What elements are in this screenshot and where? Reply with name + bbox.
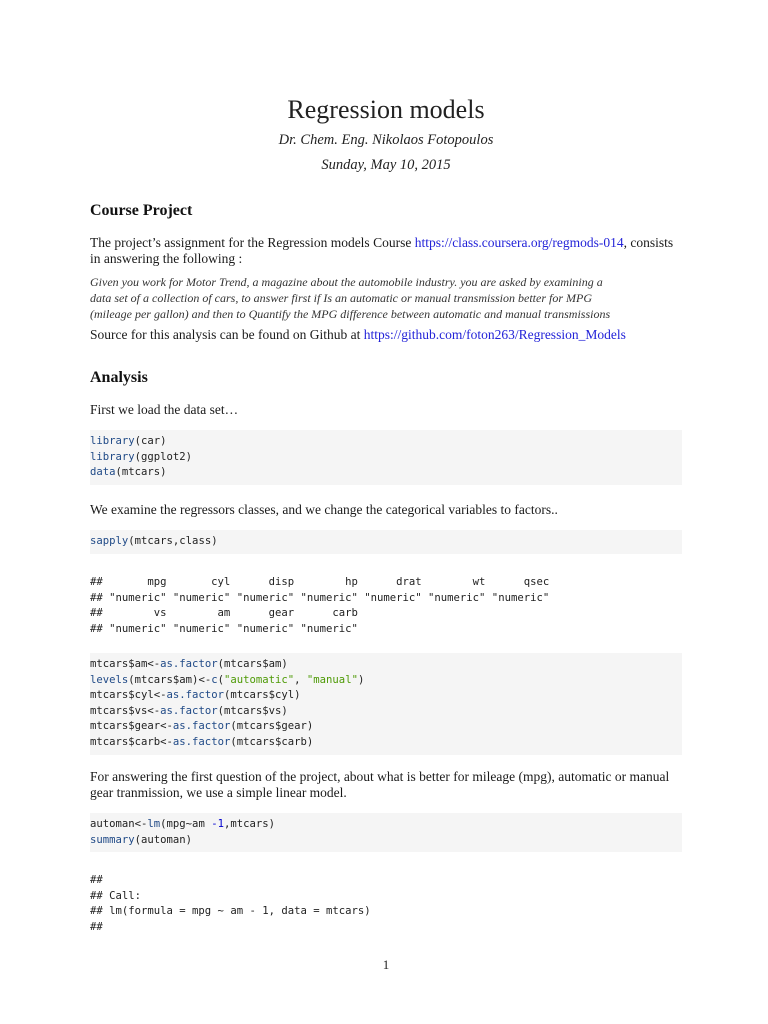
code-text: ) bbox=[357, 673, 365, 686]
examine-text: We examine the regressors classes, and we change the categorical variables to factors.. bbox=[90, 502, 558, 517]
output-line: ## bbox=[90, 874, 103, 886]
source-line bbox=[90, 327, 682, 343]
output-line: ## vs am gear carb bbox=[90, 607, 358, 620]
code-block-factors bbox=[90, 653, 682, 755]
code-text: (mpg~am bbox=[160, 818, 212, 830]
code-text: (mtcars$am)<- bbox=[128, 673, 212, 686]
intro-text-tail: , consists bbox=[623, 235, 674, 250]
code-text: mtcars$vs<- bbox=[90, 704, 161, 717]
load-data-text: First we load the data set… bbox=[90, 402, 239, 417]
answer-text bbox=[90, 769, 682, 801]
quote-line: (mileage per gallon) and then to Quantify the MPG difference between automatic and manual transmissions bbox=[90, 307, 611, 321]
code-text: ,mtcars) bbox=[223, 818, 275, 830]
code-line bbox=[90, 688, 682, 704]
code-text: mtcars$am<- bbox=[90, 658, 161, 670]
section-heading-course-project: Course Project bbox=[90, 202, 193, 219]
code-line bbox=[90, 735, 682, 751]
code-text: (mtcars$am) bbox=[217, 658, 288, 670]
code-function: library bbox=[90, 435, 135, 447]
code-text: (mtcars$carb) bbox=[230, 735, 314, 748]
code-string: "automatic" bbox=[223, 673, 295, 686]
code-block-load bbox=[90, 430, 682, 485]
code-text: (mtcars$vs) bbox=[217, 704, 288, 717]
output-line: ## Call: bbox=[90, 889, 142, 902]
code-text: automan<- bbox=[90, 818, 148, 830]
assignment-quote bbox=[90, 274, 682, 322]
code-function: as.factor bbox=[172, 720, 231, 733]
code-text: (automan) bbox=[134, 833, 193, 846]
code-line bbox=[90, 434, 682, 450]
course-project-intro bbox=[90, 235, 682, 267]
code-function: data bbox=[90, 466, 116, 479]
code-function: summary bbox=[90, 833, 135, 846]
output-line: ## bbox=[90, 920, 103, 933]
code-function: c bbox=[211, 673, 218, 686]
code-block-sapply bbox=[90, 530, 682, 554]
code-number: -1 bbox=[211, 818, 224, 830]
author-line: Dr. Chem. Eng. Nikolaos Fotopoulos bbox=[278, 132, 494, 148]
code-function: lm bbox=[147, 818, 161, 830]
page-title: Regression models bbox=[287, 95, 485, 124]
answer-text-line1: For answering the first question of the project, about what is better for mileage (mpg), automatic or manual bbox=[90, 769, 670, 784]
code-function: levels bbox=[90, 673, 129, 686]
output-line: ## mpg cyl disp hp drat wt qsec bbox=[90, 576, 550, 588]
date-line: Sunday, May 10, 2015 bbox=[321, 157, 451, 173]
code-block-lm bbox=[90, 813, 682, 852]
code-line bbox=[90, 719, 682, 735]
code-text: (mtcars$gear) bbox=[230, 720, 314, 733]
code-line bbox=[90, 450, 682, 466]
code-text: (mtcars$cyl) bbox=[223, 689, 301, 702]
code-text: (mtcars,class) bbox=[128, 535, 218, 547]
code-line bbox=[90, 673, 682, 689]
code-text: (car) bbox=[134, 435, 167, 447]
code-line bbox=[90, 833, 682, 849]
code-function: sapply bbox=[90, 535, 129, 547]
code-text: (mtcars) bbox=[115, 466, 167, 479]
intro-text-line2: in answering the following : bbox=[90, 251, 243, 266]
section-heading-analysis: Analysis bbox=[90, 369, 148, 386]
code-text: mtcars$gear<- bbox=[90, 720, 173, 733]
source-text: Source for this analysis can be found on Github at bbox=[90, 327, 364, 342]
output-line: ## lm(formula = mpg ~ am - 1, data = mtcars) bbox=[90, 905, 371, 918]
code-line bbox=[90, 534, 682, 550]
code-text: mtcars$carb<- bbox=[90, 735, 173, 748]
output-line: ## "numeric" "numeric" "numeric" "numeric" bbox=[90, 622, 358, 635]
github-link[interactable]: https://github.com/foton263/Regression_Models bbox=[363, 327, 626, 342]
code-string: "manual" bbox=[306, 673, 358, 686]
code-line bbox=[90, 465, 682, 481]
code-text: ( bbox=[217, 673, 224, 686]
output-line: ## "numeric" "numeric" "numeric" "numeric" "numeric" "numeric" "numeric" bbox=[90, 591, 550, 604]
course-link[interactable]: https://class.coursera.org/regmods-014 bbox=[414, 235, 624, 250]
code-function: as.factor bbox=[166, 689, 224, 702]
quote-line: data set of a collection of cars, to answer first if Is an automatic or manual transmission better for MPG bbox=[90, 291, 592, 305]
code-line bbox=[90, 657, 682, 673]
output-block-lm bbox=[90, 873, 682, 935]
code-text: (ggplot2) bbox=[134, 450, 193, 463]
intro-text: The project’s assignment for the Regression models Course bbox=[90, 235, 415, 250]
page-number: 1 bbox=[382, 957, 390, 972]
quote-line: Given you work for Motor Trend, a magazine about the automobile industry. you are asked by examining a bbox=[90, 275, 603, 289]
answer-text-line2: gear tranmission, we use a simple linear model. bbox=[90, 785, 347, 800]
code-text: , bbox=[294, 673, 307, 686]
code-text: mtcars$cyl<- bbox=[90, 689, 167, 702]
code-line bbox=[90, 817, 682, 833]
output-block-sapply bbox=[90, 575, 682, 637]
code-function: as.factor bbox=[160, 704, 218, 717]
code-function: as.factor bbox=[172, 735, 231, 748]
code-line bbox=[90, 704, 682, 720]
code-function: as.factor bbox=[160, 658, 218, 670]
code-function: library bbox=[90, 450, 135, 463]
